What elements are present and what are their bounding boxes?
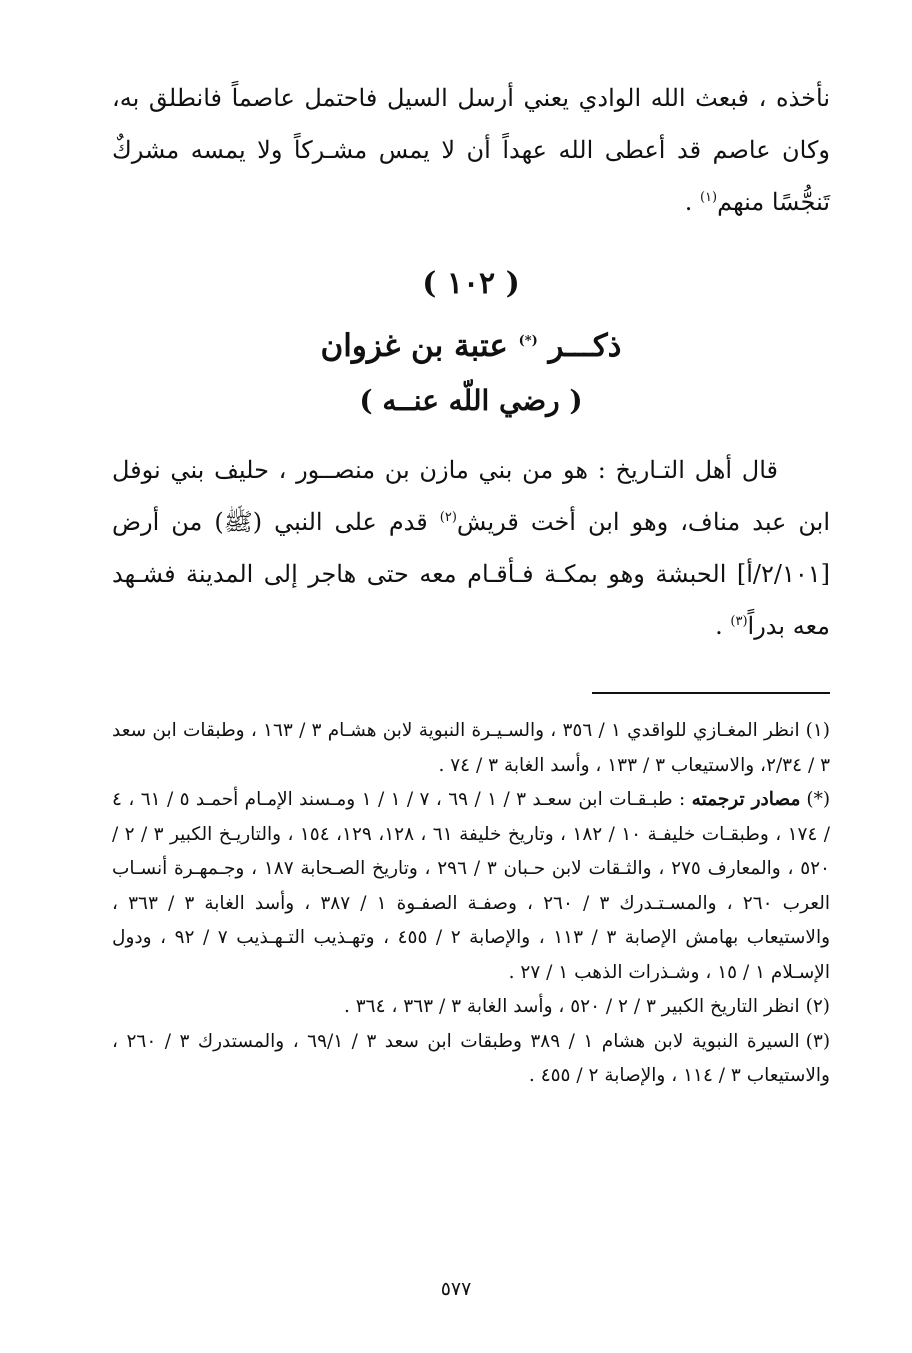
footnote — [112, 990, 830, 1025]
intro-end: . — [684, 188, 700, 216]
intro-text: نأخذه ، فبعث الله الوادي يعني أرسل السيل فاحتمل عاصماً فانطلق به، وكان عاصم قد أعطى الله عهداً أن لا يمس مشـركاً ولا يمسه مشركٌ تَنجُّسًا منهم — [112, 84, 830, 216]
intro-paragraph — [112, 72, 830, 228]
section-title-prefix: ذكـــر — [548, 328, 622, 364]
section-title-footnote-ref[interactable]: (*) — [518, 333, 538, 349]
footnote-mark: (*) — [806, 789, 831, 810]
section-subtitle: ( رضي اللّه عنــه ) — [359, 384, 583, 417]
section-title-name: عتبة بن غزوان — [320, 328, 508, 364]
section-number: ( ١٠٢ ) — [422, 266, 520, 301]
book-page — [112, 72, 830, 1094]
footnote-mark: (٢) — [805, 996, 830, 1017]
footnote-sources — [112, 783, 830, 990]
footnote-separator — [592, 692, 830, 694]
body-text-part1: قال أهل التـاريخ : هو من بني مازن بن منصــور ، حليف بني نوفل ابن عبد مناف، وهو ابن أخت قريش — [112, 456, 830, 536]
footnote-text: انظر التاريخ الكبير ٣ / ٢ / ٥٢٠ ، وأسد الغابة ٣ / ٣٦٣ ، ٣٦٤ . — [343, 996, 800, 1017]
footnote-lead: مصادر ترجمته — [691, 789, 801, 810]
footnote-text: : طبـقـات ابن سعـد ٣ / ١ / ٦٩ ، ٧ / ١ / ١ ومـسند الإمـام أحمـد ٥ / ٦١ ، ٤ / ١٧٤ ، وطبقـات خليفـة ١٠ / ١٨٢ ، وتاريخ خليفة ٦١ ، ١٢٨، ١٢٩، ١٥٤ ، والتاريـخ الكبير ٣ / ٢ / ٥٢٠ ، والمعارف ٢٧٥ ، والثـقات لابن حـبان ٣ / ٢٩٦ ، وتاريخ الصـحابة ١٨٧ ، وجـمهـرة أنسـاب العرب ٢٦٠ ، والمسـتـدرك ٣ / ٢٦٠ ، وصفـة الصفـوة ١ / ٣٨٧ ، وأسد الغابة ٣ / ٣٦٣ ، والاستيعاب بهامش الإصابة ٣ / ١١٣ ، والإصابة ٢ / ٤٥٥ ، وتهـذيب التـهـذيب ٧ / ٩٢ ، ودول الإسـلام ١ / ١٥ ، وشـذرات الذهب ١ / ٢٧ . — [112, 789, 831, 983]
page-number: ٥٧٧ — [440, 1278, 472, 1300]
body-end: . — [715, 612, 731, 640]
intro-footnote-ref[interactable]: (١) — [699, 190, 718, 205]
body-text-part2: قدم على النبي (ﷺ) من أرض [٢/١٠١/أ] الحبشة وهو بمكـة فـأقـام معه حتى هاجر إلى المدينة فشـهد معه بدراً — [112, 508, 830, 640]
section-title — [112, 320, 830, 372]
footnote — [112, 1025, 830, 1094]
footnote-text: السيرة النبوية لابن هشام ١ / ٣٨٩ وطبقات ابن سعد ٣ / ٦٩/١ ، والمستدرك ٣ / ٢٦٠ ، والاستيعاب ٣ / ١١٤ ، والإصابة ٢ / ٤٥٥ . — [112, 1030, 830, 1086]
footnote — [112, 714, 830, 783]
body-footnote-ref-2[interactable]: (٢) — [439, 510, 457, 525]
footnote-mark: (٣) — [805, 1030, 831, 1052]
footnote-mark: (١) — [805, 720, 830, 741]
footnotes — [112, 714, 830, 1094]
footnote-text: انظر المغـازي للواقدي ١ / ٣٥٦ ، والسـيـرة النبوية لابن هشـام ٣ / ١٦٣ ، وطبقات ابن سعد ٣ / ٢/٣٤، والاستيعاب ٣ / ١٣٣ ، وأسد الغابة ٣ / ٧٤ . — [112, 720, 830, 776]
body-footnote-ref-3[interactable]: (٣) — [730, 614, 748, 629]
body-paragraph — [112, 444, 830, 652]
